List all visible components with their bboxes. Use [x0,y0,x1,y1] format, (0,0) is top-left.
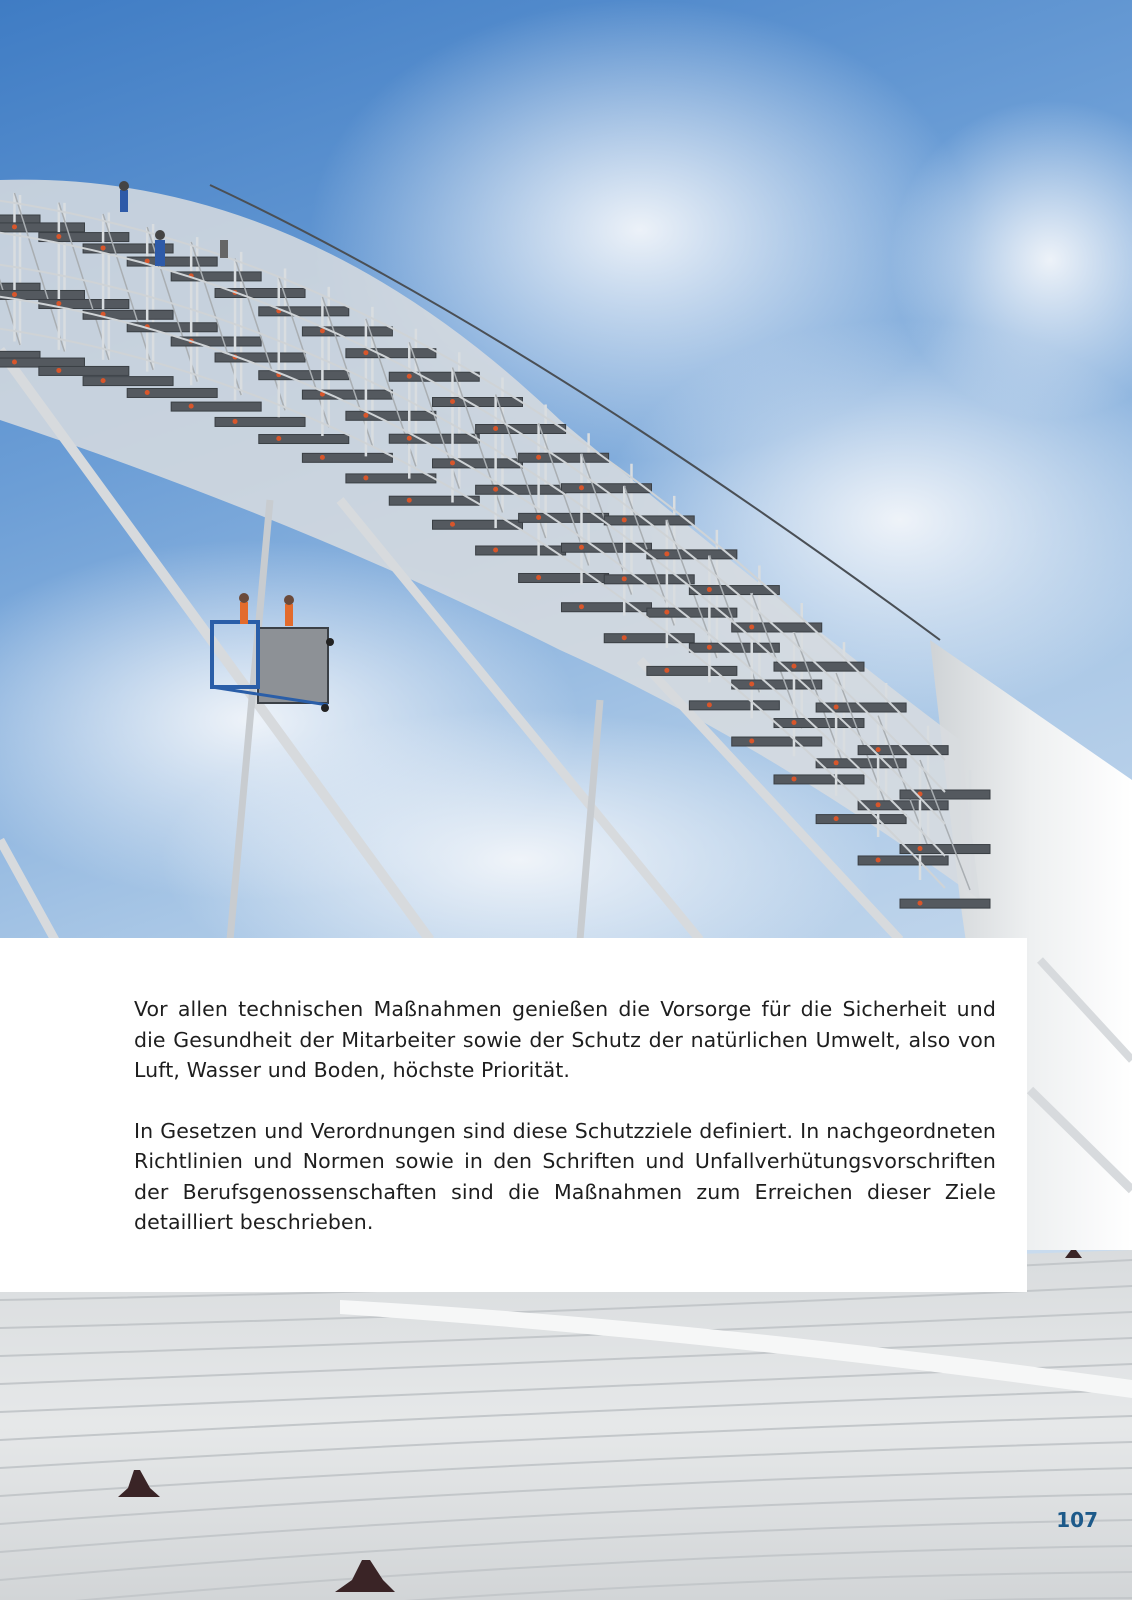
scaffold-part [39,366,129,375]
scaffold-part [302,327,392,336]
scaffold-part [493,487,498,492]
scaffold-part [834,816,839,821]
scaffold-part [320,455,325,460]
scaffold-part [707,587,712,592]
scaffold-part [346,411,436,420]
scaffold-part [407,374,412,379]
scaffold-part [407,498,412,503]
scaffold-part [858,801,948,810]
scaffold-part [433,459,523,468]
scaffold-part [876,802,881,807]
scaffold-part [791,720,796,725]
paragraph-2: In Gesetzen und Verordnungen sind diese Schutzziele definiert. In nachgeordneten Richtlinien und Normen sowie in den Schriften und Unfallverhütungsvorschriften der Berufsgenossenschaften sind die Maßnahmen zum Erreichen dieser Ziele detailliert beschrieben. [134,1118,996,1234]
scaffold-part [918,901,923,906]
scaffold-part [101,245,106,250]
scaffold-part [476,425,566,434]
scaffold-part [536,455,541,460]
scaffold-part [302,453,392,462]
scaffold-part [536,515,541,520]
scaffold-part [749,624,754,629]
text-panel [0,938,1027,1292]
scaffold-part [346,474,436,483]
scaffold-part [689,701,779,710]
scaffold-part [276,436,281,441]
scaffold-part [259,435,349,444]
scaffold-part [145,390,150,395]
scaffold-part [259,307,349,316]
scaffold-part [816,815,906,824]
scaffold-part [579,604,584,609]
scaffold-part [389,434,479,443]
scaffold-part [450,399,455,404]
scaffold-part [918,846,923,851]
scaffold-part [622,576,627,581]
scaffold-part [707,702,712,707]
scaffold-part [450,522,455,527]
scaffold-part [579,485,584,490]
scaffold-part [346,349,436,358]
scaffold-part [816,759,906,768]
scaffold-part [189,404,194,409]
scaffold-part [56,301,61,306]
scaffold-part [749,682,754,687]
scaffold-part [12,292,17,297]
scaffold-part [12,224,17,229]
scaffold-part [876,857,881,862]
scaffold-part [407,436,412,441]
page-number: 107 [1056,1508,1098,1532]
scaffold-part [39,233,129,242]
scaffold-part [900,899,990,908]
scaffold-part [39,300,129,309]
scaffold-part [664,668,669,673]
scaffold-part [302,390,392,399]
scaffold-part [101,378,106,383]
scaffold-part [56,234,61,239]
scaffold-part [791,664,796,669]
scaffold-part [732,737,822,746]
scaffold-part [389,496,479,505]
scaffold-part [320,328,325,333]
scaffold-part [493,426,498,431]
scaffold-part [493,547,498,552]
scaffold-part [579,545,584,550]
scaffold-part [647,666,737,675]
scaffold-part [561,543,651,552]
scaffold-part [433,398,523,407]
scaffold-part [664,551,669,556]
scaffold-part [664,610,669,615]
scaffold-part [749,739,754,744]
scaffold-part [12,360,17,365]
scaffold-part [604,634,694,643]
body-text [134,994,996,1238]
scaffold-part [858,856,948,865]
scaffold-part [774,775,864,784]
scaffold-part [233,419,238,424]
scaffold-part [900,845,990,854]
scaffold-part [171,402,261,411]
scaffold-part [774,719,864,728]
scaffold-part [622,517,627,522]
scaffold-part [707,645,712,650]
scaffold-part [450,460,455,465]
scaffold-part [171,272,261,281]
scaffold-part [363,350,368,355]
scaffold-part [647,550,737,559]
scaffold-part [834,705,839,710]
scaffold-part [363,413,368,418]
paragraph-1: Vor allen technischen Maßnahmen genießen die Vorsorge für die Sicherheit und die Gesundheit der Mitarbeiter sowie der Schutz der natürlichen Umwelt, also von Luft, Wasser und Boden, höchste Priorität. [134,997,996,1082]
scaffold-part [536,575,541,580]
scaffold-part [83,377,173,386]
scaffold-part [56,368,61,373]
scaffold-part [834,760,839,765]
scaffold-part [876,747,881,752]
scaffold-part [215,417,305,426]
scaffold-part [622,635,627,640]
scaffold-part [127,388,217,397]
scaffold-part [791,776,796,781]
scaffold-part [389,372,479,381]
scaffold-part [363,475,368,480]
scaffold-part [259,371,349,380]
roof-surface [0,1250,1132,1600]
